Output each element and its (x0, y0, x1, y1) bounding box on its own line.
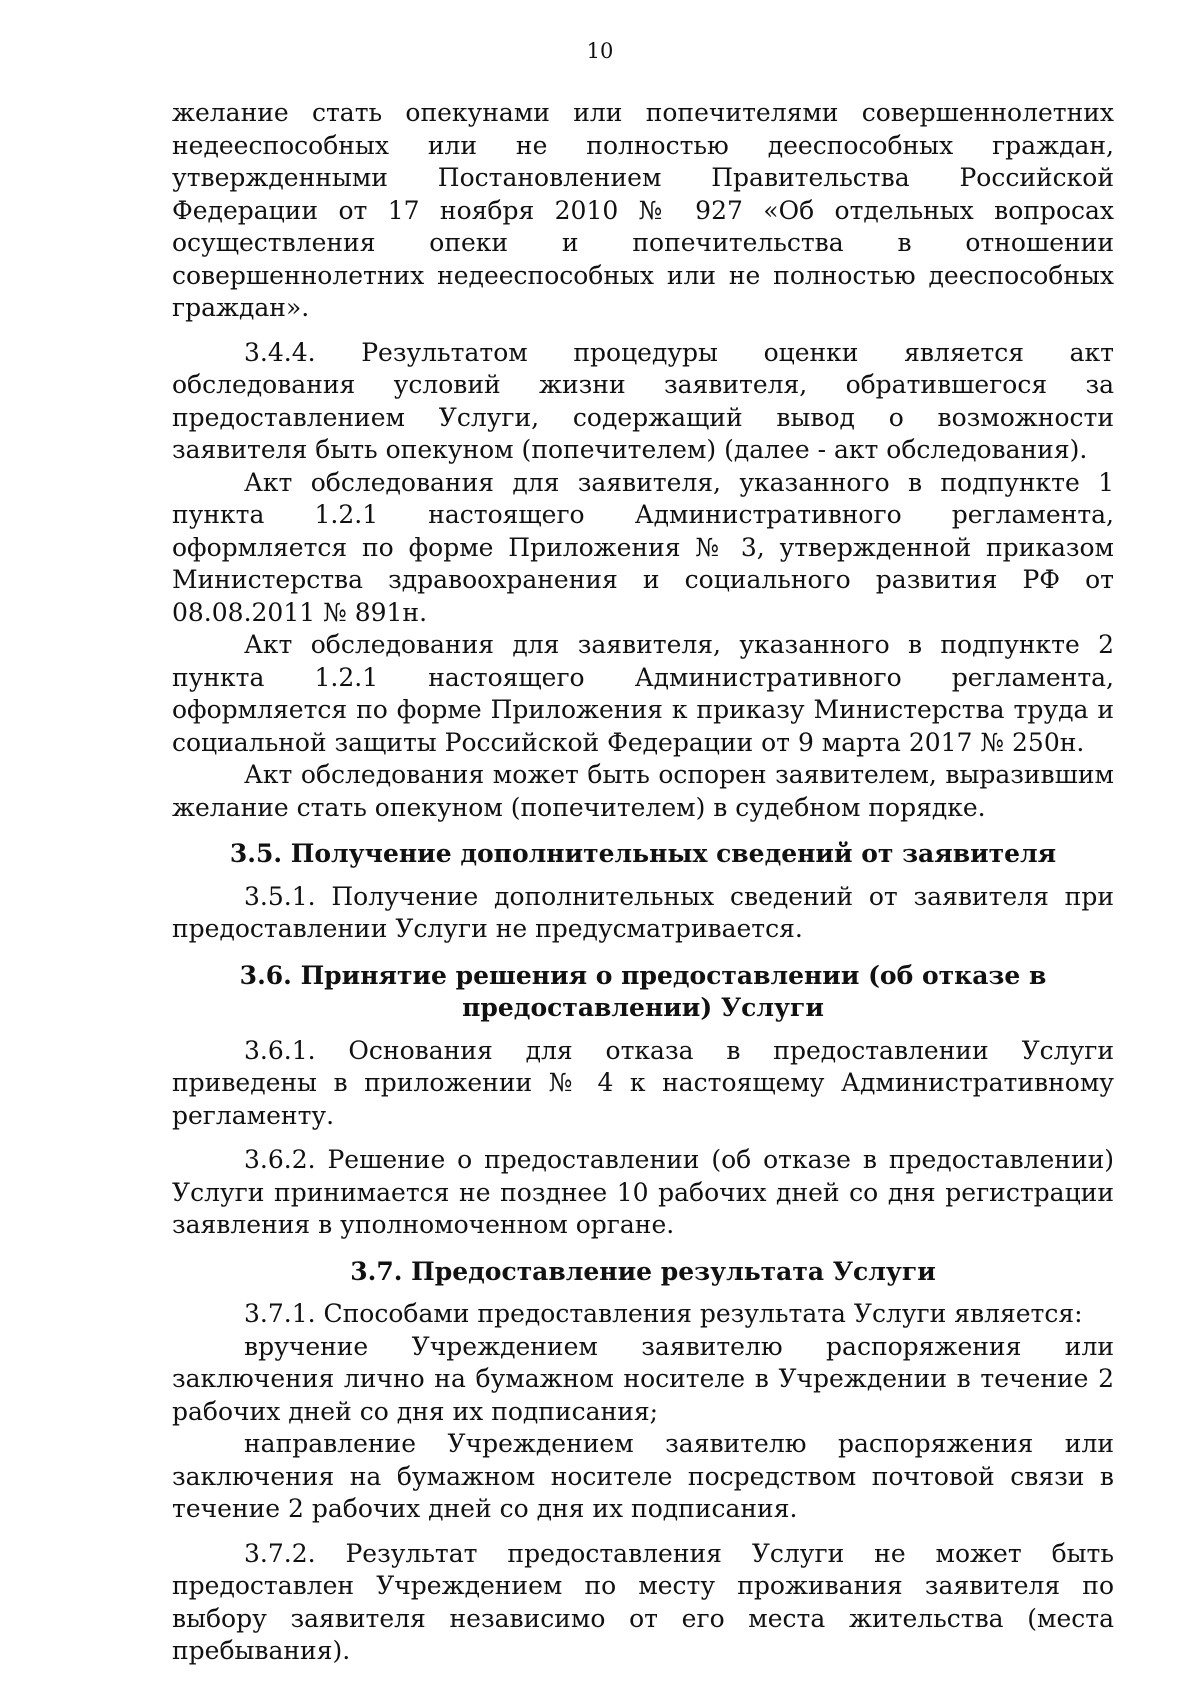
section-heading-3-5: 3.5. Получение дополнительных сведений от заявителя (229, 839, 1057, 868)
paragraph-3-6-2: 3.6.2. Решение о предоставлении (об отказе в предоставлении) Услуги принимается не позднее 10 рабочих дней со дня регистрации заявления в уполномоченном органе. (172, 1145, 1114, 1239)
paragraph-continuation: желание стать опекунами или попечителями совершеннолетних недееспособных или не полностью дееспособных граждан, утвержденными Постановлением Правительства Российской Федерации от 17 ноября 2010 № 927 «Об отдельных вопросах осуществления опеки и попечительства в отношении совершеннолетних недееспособных или не полностью дееспособных граждан». (172, 98, 1114, 322)
paragraph-3-7-2: 3.7.2. Результат предоставления Услуги не может быть предоставлен Учреждением по месту проживания заявителя по выбору заявителя независимо от его места жительства (места пребывания). (172, 1538, 1114, 1665)
section-heading-3-6: 3.6. Принятие решения о предоставлении (об отказе в предоставлении) Услуги (239, 960, 1047, 1022)
paragraph-handover: вручение Учреждением заявителю распоряжения или заключения лично на бумажном носителе в Учреждении в течение 2 рабочих дней со дня их подписания; (172, 1331, 1114, 1426)
page-body (172, 97, 1114, 1668)
paragraph-3-6-1: 3.6.1. Основания для отказа в предоставлении Услуги приведены в приложении № 4 к настоящему Административному регламенту. (172, 1035, 1114, 1130)
paragraph-3-5-1: 3.5.1. Получение дополнительных сведений от заявителя при предоставлении Услуги не предусматривается. (172, 881, 1114, 943)
section-heading-3-7: 3.7. Предоставление результата Услуги (350, 1256, 936, 1286)
paragraph-act-form-1: Акт обследования для заявителя, указанного в подпункте 1 пункта 1.2.1 настоящего Административного регламента, оформляется по форме Приложения № 3, утвержденной приказом Министерства здравоохранения и социального развития РФ от 08.08.2011 № 891н. (172, 467, 1114, 627)
paragraph-act-appeal: Акт обследования может быть оспорен заявителем, выразившим желание стать опекуном (попечителем) в судебном порядке. (172, 760, 1114, 822)
page-number: 10 (586, 39, 614, 63)
paragraph-act-form-2: Акт обследования для заявителя, указанного в подпункте 2 пункта 1.2.1 настоящего Административного регламента, оформляется по форме Приложения к приказу Министерства труда и социальной защиты Российской Федерации от 9 марта 2017 № 250н. (172, 630, 1114, 757)
paragraph-3-4-4: 3.4.4. Результатом процедуры оценки является акт обследования условий жизни заявителя, обратившегося за предоставлением Услуги, содержащий вывод о возможности заявителя быть опекуном (попечителем) (далее - акт обследования). (172, 337, 1114, 464)
paragraph-3-7-1: 3.7.1. Способами предоставления результата Услуги является: (244, 1299, 1083, 1328)
paragraph-mail: направление Учреждением заявителю распоряжения или заключения на бумажном носителе посредством почтовой связи в течение 2 рабочих дней со дня их подписания. (172, 1429, 1114, 1523)
